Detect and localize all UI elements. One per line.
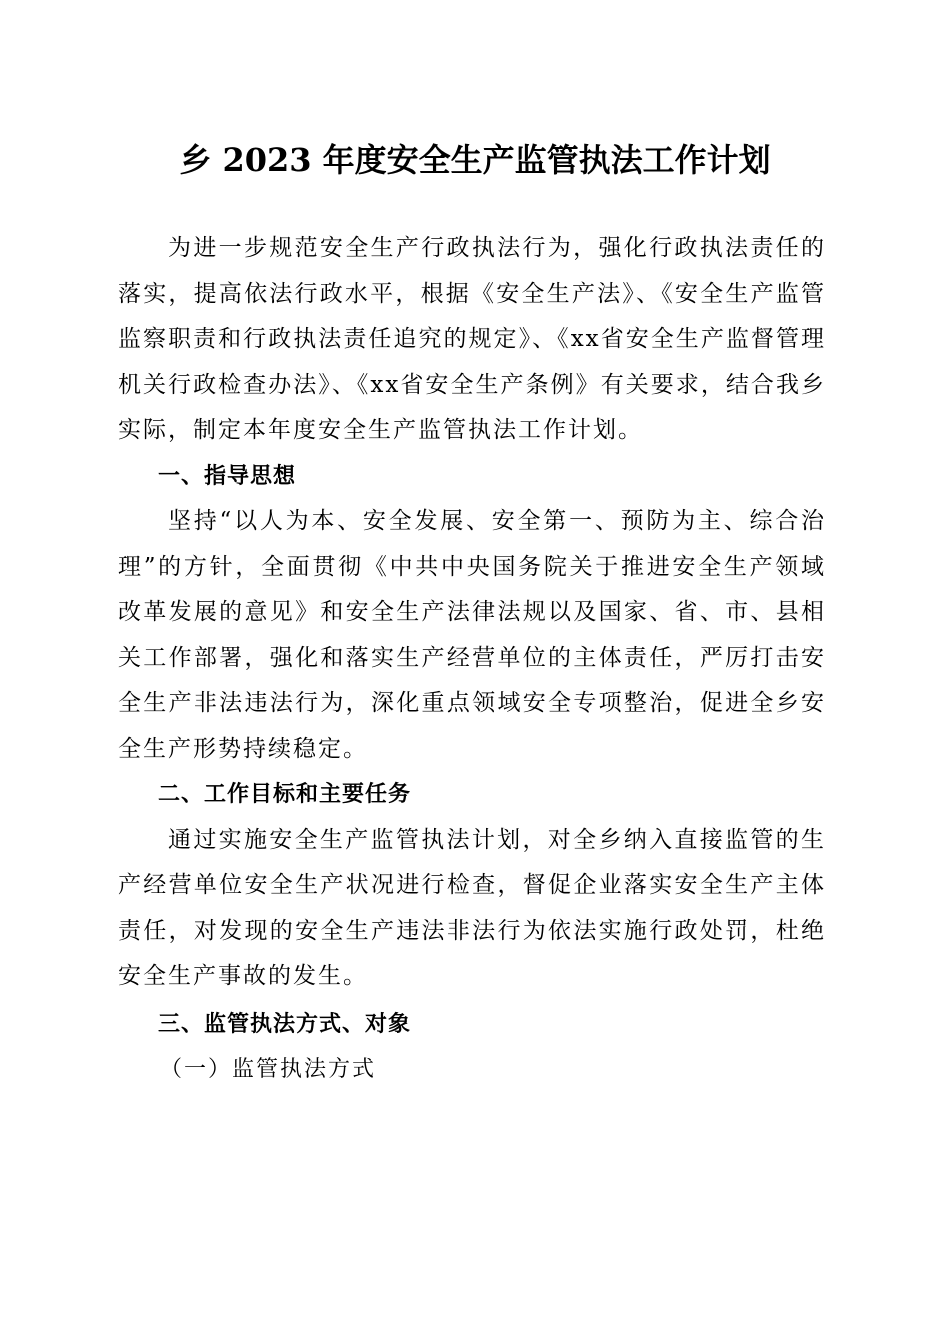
section-body-guiding-ideology: 坚持“以人为本、安全发展、安全第一、预防为主、综合治理”的方针，全面贯彻《中共中央国务院关于推进安全生产领域改革发展的意见》和安全生产法律法规以及国家、省、市、县相关工作部署，强化和落实生产经营单位的主体责任，严厉打击安全生产非法违法行为，深化重点领域安全专项整治，促进全乡安全生产形势持续稳定。	[118, 508, 826, 762]
document-body	[118, 226, 826, 1093]
subsection-heading-enforcement-method: （一）监管执法方式	[160, 1057, 377, 1082]
section-heading-guiding-ideology: 一、指导思想	[158, 463, 297, 489]
document-title: 乡 2023 年度安全生产监管执法工作计划	[179, 141, 771, 179]
section-body-goals-tasks: 通过实施安全生产监管执法计划，对全乡纳入直接监管的生产经营单位安全生产状况进行检查，督促企业落实安全生产主体责任，对发现的安全生产违法非法行为依法实施行政处罚，杜绝安全生产事故的发生。	[118, 826, 826, 989]
section-heading-goals-tasks: 二、工作目标和主要任务	[158, 782, 412, 807]
section-heading-enforcement-methods: 三、监管执法方式、对象	[158, 1011, 412, 1037]
intro-paragraph: 为进一步规范安全生产行政执法行为，强化行政执法责任的落实，提高依法行政水平，根据《安全生产法》、《安全生产监管监察职责和行政执法责任追究的规定》、《xx省安全生产监督管理机关行政检查办法》、《xx省安全生产条例》有关要求，结合我乡实际，制定本年度安全生产监管执法工作计划。	[118, 235, 826, 443]
